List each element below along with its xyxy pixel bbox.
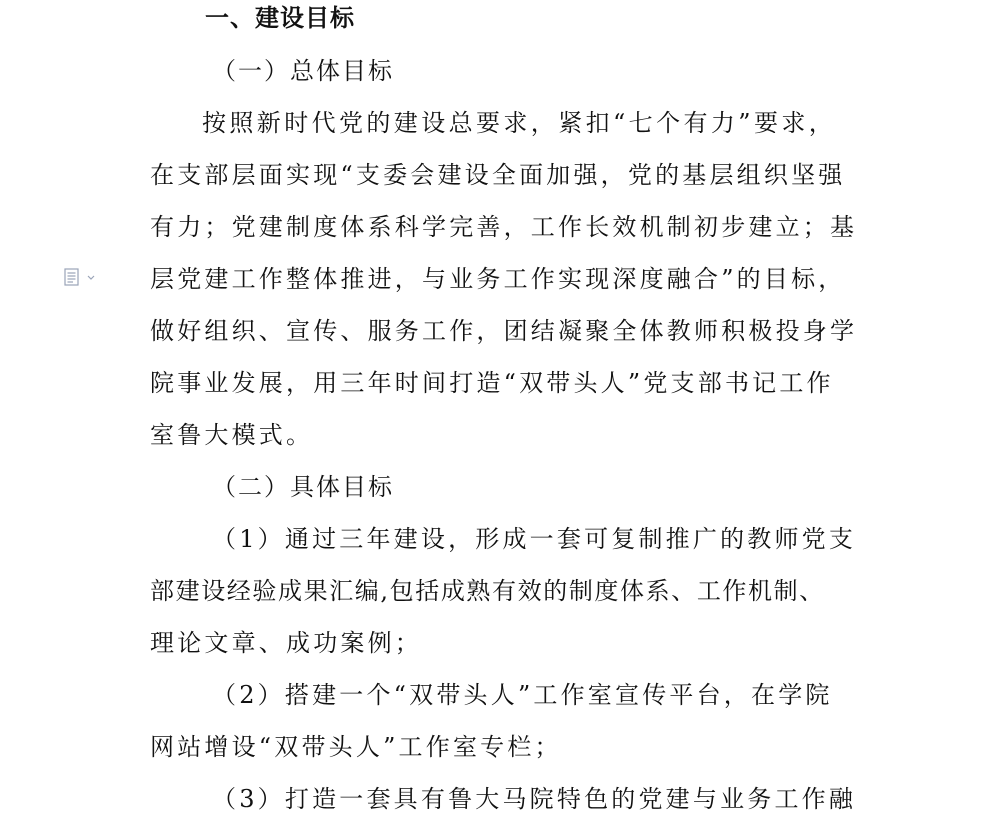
paragraph-line: 做好组织、宣传、服务工作，团结凝聚全体教师积极投身学 <box>150 317 858 345</box>
subsection-title-specific: （二）具体目标 <box>212 473 394 501</box>
list-item-line: 部建设经验成果汇编,包括成熟有效的制度体系、工作机制、 <box>150 577 825 605</box>
list-item-line: 网站增设“双带头人”工作室专栏； <box>150 733 562 761</box>
paragraph-line: 室鲁大模式。 <box>150 421 314 449</box>
list-item-line: 理论文章、成功案例； <box>150 629 422 657</box>
list-item-line: （3）打造一套具有鲁大马院特色的党建与业务工作融 <box>212 785 857 813</box>
paragraph-line: 院事业发展，用三年时间打造“双带头人”党支部书记工作 <box>150 369 834 397</box>
paragraph-line: 在支部层面实现“支委会建设全面加强，党的基层组织坚强 <box>150 161 846 189</box>
list-item-line: （2）搭建一个“双带头人”工作室宣传平台，在学院 <box>212 681 833 709</box>
paragraph-line: 有力；党建制度体系科学完善，工作长效机制初步建立；基 <box>150 213 858 241</box>
section-heading: 一、建设目标 <box>205 4 355 32</box>
paragraph-line: 层党建工作整体推进，与业务工作实现深度融合”的目标， <box>150 265 846 293</box>
list-item-line: （1）通过三年建设，形成一套可复制推广的教师党支 <box>212 525 857 553</box>
paragraph-format-icon[interactable] <box>64 268 98 286</box>
subsection-title-overall: （一）总体目标 <box>212 57 394 85</box>
paragraph-line: 按照新时代党的建设总要求，紧扣“七个有力”要求， <box>202 109 837 137</box>
